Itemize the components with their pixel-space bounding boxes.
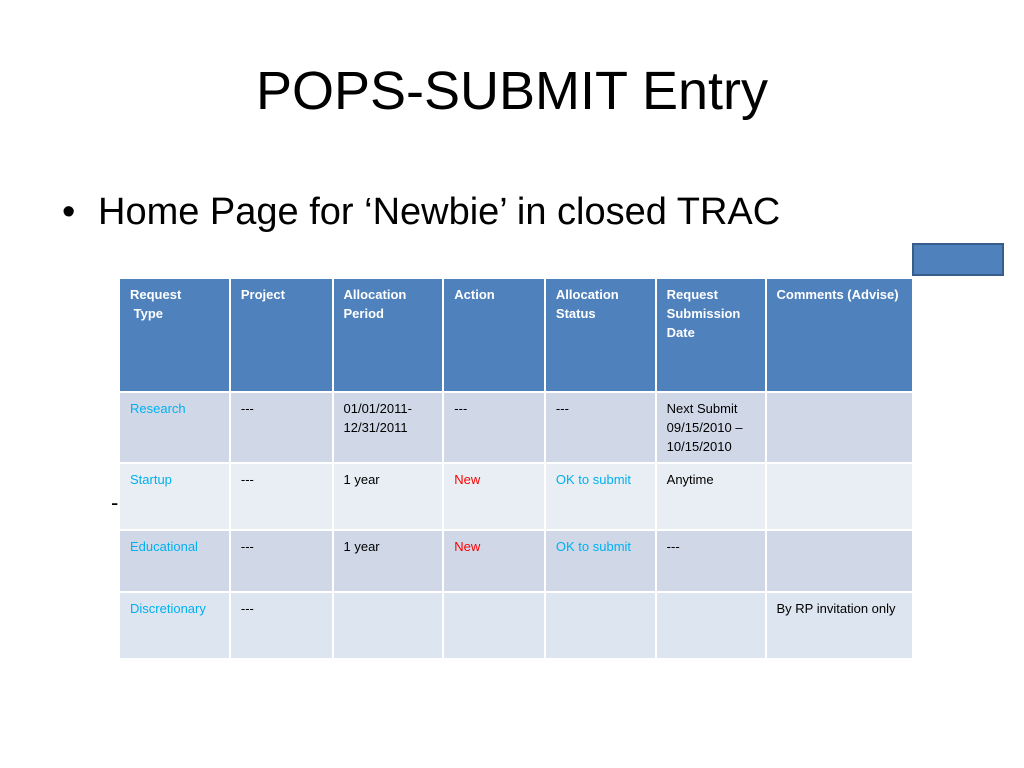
allocation-status-cell bbox=[545, 592, 656, 659]
request-table bbox=[118, 277, 914, 660]
allocation-period-cell: 1 year bbox=[333, 463, 444, 530]
allocation-period-cell: 1 year bbox=[333, 530, 444, 592]
comments-cell: By RP invitation only bbox=[766, 592, 913, 659]
submission-date-cell bbox=[656, 592, 766, 659]
bullet-dot-icon: • bbox=[62, 191, 76, 233]
request-type-startup-link[interactable]: Startup bbox=[119, 463, 230, 530]
header-submission-date: Request Submission Date bbox=[656, 278, 766, 392]
header-comments: Comments (Advise) bbox=[766, 278, 913, 392]
table-row bbox=[119, 592, 913, 659]
header-action: Action bbox=[443, 278, 545, 392]
project-cell: --- bbox=[230, 592, 333, 659]
header-project: Project bbox=[230, 278, 333, 392]
slide-title: POPS-SUBMIT Entry bbox=[255, 61, 769, 121]
stray-dash-mark: - bbox=[111, 490, 119, 515]
submission-date-cell: Anytime bbox=[656, 463, 766, 530]
blue-rectangle-shape bbox=[912, 243, 1004, 276]
allocation-period-cell bbox=[333, 592, 444, 659]
header-allocation-status: Allocation Status bbox=[545, 278, 656, 392]
table-row bbox=[119, 463, 913, 530]
table-header-row bbox=[119, 278, 913, 392]
table-row bbox=[119, 530, 913, 592]
comments-cell bbox=[766, 530, 913, 592]
submission-date-cell: --- bbox=[656, 530, 766, 592]
request-type-research-link[interactable]: Research bbox=[119, 392, 230, 463]
submission-date-cell: Next Submit 09/15/2010 – 10/15/2010 bbox=[656, 392, 766, 463]
allocation-status-cell: --- bbox=[545, 392, 656, 463]
project-cell: --- bbox=[230, 530, 333, 592]
allocation-status-link[interactable]: OK to submit bbox=[545, 463, 656, 530]
comments-cell bbox=[766, 392, 913, 463]
comments-cell bbox=[766, 463, 913, 530]
table-row bbox=[119, 392, 913, 463]
header-allocation-period: Allocation Period bbox=[333, 278, 444, 392]
bullet-text: Home Page for ‘Newbie’ in closed TRAC bbox=[98, 191, 781, 233]
header-request-type: Request Type bbox=[119, 278, 230, 392]
request-type-educational-link[interactable]: Educational bbox=[119, 530, 230, 592]
project-cell: --- bbox=[230, 463, 333, 530]
action-new-link[interactable]: New bbox=[443, 530, 545, 592]
allocation-status-link[interactable]: OK to submit bbox=[545, 530, 656, 592]
action-cell: --- bbox=[443, 392, 545, 463]
action-cell bbox=[443, 592, 545, 659]
action-new-link[interactable]: New bbox=[443, 463, 545, 530]
project-cell: --- bbox=[230, 392, 333, 463]
allocation-period-cell: 01/01/2011-12/31/2011 bbox=[333, 392, 444, 463]
request-type-discretionary-link[interactable]: Discretionary bbox=[119, 592, 230, 659]
bullet-item bbox=[62, 190, 780, 236]
